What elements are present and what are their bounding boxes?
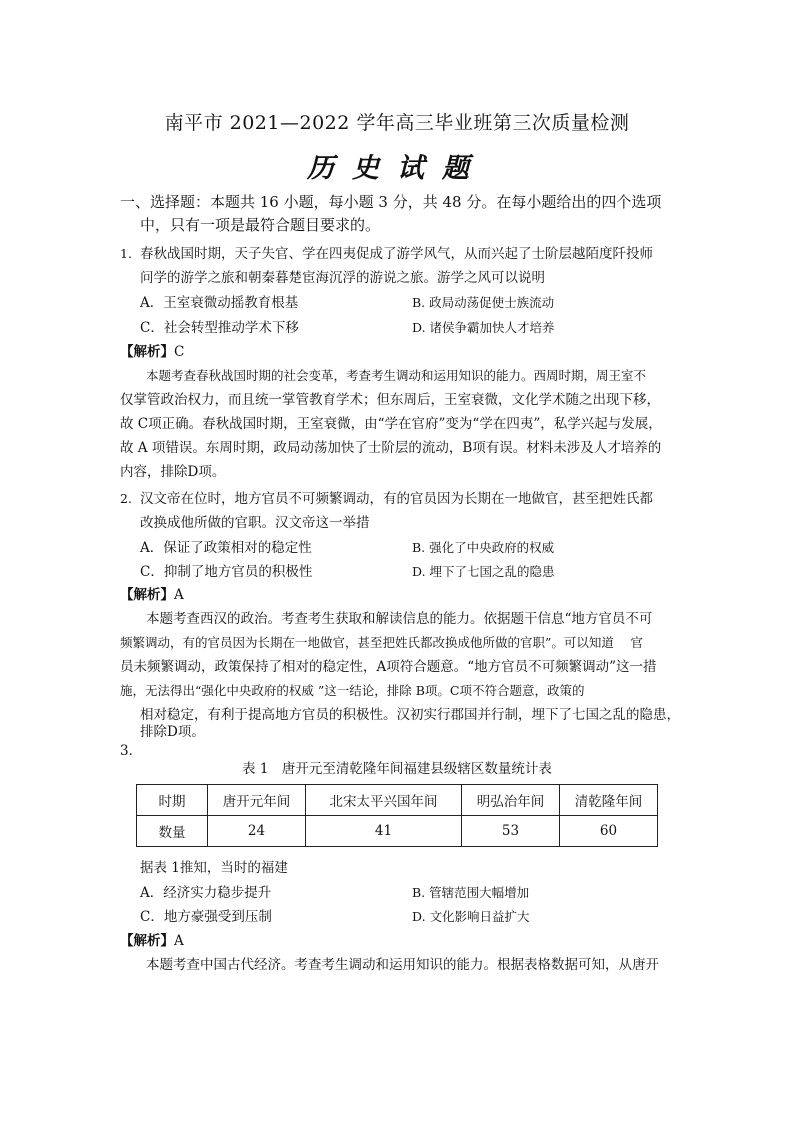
q1-explanation-line2: 仅掌管政治权力，而且统一掌管教育学术；但东周后，王室衰微，文化学术随之出现下移，	[120, 392, 660, 408]
q2-explanation-line2: 频繁调动，有的官员因为长期在一地做官，甚至把姓氏都改换成他所做的官职”。可以知道 官	[120, 635, 643, 650]
q1-explanation-line1: 本题考查春秋战国时期的社会变革，考查考生调动和运用知识的能力。西周时期，周王室不	[146, 368, 647, 383]
q3-option-a: A．经济实力稳步提升	[140, 885, 272, 901]
q2-option-d: D. 埋下了七国之乱的隐患	[412, 564, 555, 579]
q2-option-c: C．抑制了地方官员的积极性	[140, 564, 313, 580]
table-row-label: 数量	[137, 816, 208, 847]
q2-number: 2.	[120, 491, 132, 506]
q2-stem-line1: 汉文帝在位时，地方官员不可频繁调动，有的官员因为长期在一地做官，甚至把姓氏都	[140, 491, 653, 507]
q3-answer-label: 【解析】	[120, 933, 174, 949]
q3-number: 3．	[120, 743, 143, 759]
table-cell: 53	[461, 816, 559, 847]
q2-explanation-line1: 本题考查西汉的政治。考查考生获取和解读信息的能力。依据题干信息“地方官员不可	[146, 611, 653, 627]
exam-header-title: 南平市 2021—2022 学年高三毕业班第三次质量检测	[164, 112, 630, 134]
table-header-cell: 唐开元年间	[208, 785, 306, 816]
section-instructions-line2: 中，只有一项是最符合题目要求的。	[140, 216, 381, 234]
q2-answer-value: A	[174, 587, 184, 603]
q1-number: 1.	[120, 246, 132, 261]
exam-subject-title: 历史试题	[307, 153, 487, 184]
q1-explanation-line5: 内容，排除D项。	[120, 464, 226, 480]
section-instructions-line1: 一、选择题：本题共 16 小题，每小题 3 分，共 48 分。在每小题给出的四个选项	[120, 193, 662, 211]
q1-stem-line2: 问学的游学之旅和朝秦暮楚宦海沉浮的游说之旅。游学之风可以说明	[140, 270, 545, 286]
q3-explanation-line1: 本题考查中国古代经济。考查考生调动和运用知识的能力。根据表格数据可知，从唐开	[146, 957, 659, 973]
q1-explanation-line3: 故 C项正确。春秋战国时期，王室衰微，由“学在官府”变为“学在四夷”，私学兴起与发展，	[120, 416, 662, 432]
table-header-cell: 清乾隆年间	[559, 785, 657, 816]
table-cell: 60	[559, 816, 657, 847]
table-header-cell: 明弘治年间	[461, 785, 559, 816]
q1-option-d: D. 诸侯争霸加快人才培养	[412, 320, 555, 335]
q1-answer	[120, 344, 184, 361]
q1-explanation-line4: 故 A 项错误。东周时期，政局动荡加快了士阶层的流动，B项有误。材料未涉及人才培养的	[120, 440, 662, 456]
q3-table-caption: 表 1 唐开元至清乾隆年间福建县级辖区数量统计表	[242, 761, 552, 777]
table-header-cell: 时期	[137, 785, 208, 816]
q2-answer-label: 【解析】	[120, 587, 174, 603]
table-row	[137, 816, 658, 847]
q3-stem-line1: 据表 1推知，当时的福建	[140, 860, 288, 876]
county-count-table	[136, 784, 658, 847]
table-cell: 24	[208, 816, 306, 847]
q1-answer-label: 【解析】	[120, 344, 174, 360]
q2-stem-line2: 改换成他所做的官职。汉文帝这一举措	[140, 515, 370, 531]
q2-option-a: A．保证了政策相对的稳定性	[140, 540, 312, 556]
q1-option-b: B. 政局动荡促使士族流动	[412, 295, 555, 310]
table-cell: 41	[306, 816, 462, 847]
q3-option-b: B. 管辖范围大幅增加	[412, 885, 530, 900]
q3-option-d: D. 文化影响日益扩大	[412, 909, 530, 924]
table-header-cell: 北宋太平兴国年间	[306, 785, 462, 816]
q3-answer	[120, 933, 184, 950]
table-header-row	[137, 785, 658, 816]
q3-answer-value: A	[174, 933, 184, 949]
q1-option-c: C．社会转型推动学术下移	[140, 320, 299, 336]
q2-explanation-line4: 施，无法得出“强化中央政府的权威 ”这一结论，排除 B项。C项不符合题意，政策的	[120, 683, 585, 698]
q2-explanation-line6: 排除D项。	[140, 724, 205, 740]
q1-answer-value: C	[174, 344, 185, 360]
q2-answer	[120, 587, 184, 604]
q2-explanation-line3: 员未频繁调动，政策保持了相对的稳定性，A项符合题意。“地方官员不可频繁调动”这一措	[120, 659, 657, 675]
q1-stem-line1: 春秋战国时期，天子失官、学在四夷促成了游学风气，从而兴起了士阶层越陌度阡投师	[140, 246, 653, 262]
q1-option-a: A．王室衰微动摇教育根基	[140, 295, 299, 311]
q2-explanation-line5: 相对稳定，有利于提高地方官员的积极性。汉初实行郡国并行制，埋下了七国之乱的隐患，	[140, 707, 680, 723]
q2-option-b: B. 强化了中央政府的权威	[412, 540, 555, 555]
q3-option-c: C．地方豪强受到压制	[140, 909, 272, 925]
